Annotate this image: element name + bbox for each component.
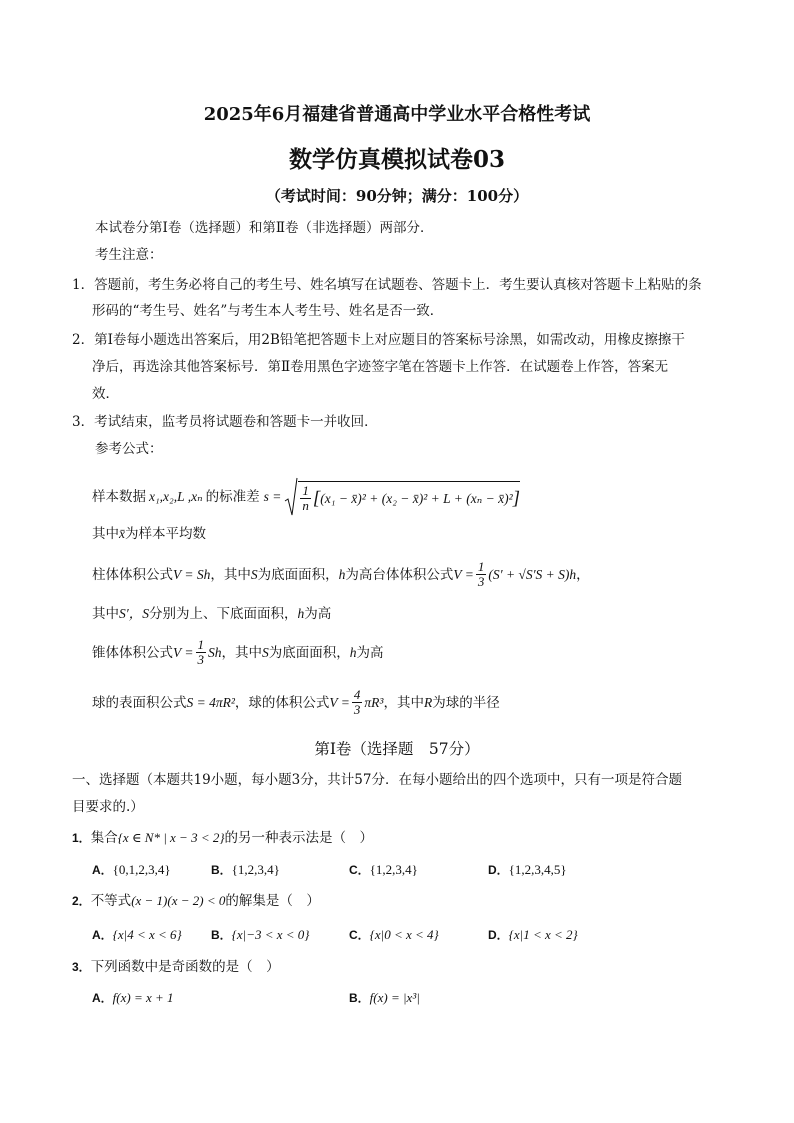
question-stem-post: 的解集是（ ）: [225, 893, 320, 909]
option-text: {x|1 < x < 2}: [508, 927, 578, 942]
question-stem-post: 的另一种表示法是（ ）: [224, 830, 374, 846]
note-text: 考试结束，监考员将试题卷和答题卡一并收回．: [94, 414, 378, 430]
option-text: {x|0 < x < 4}: [369, 927, 439, 942]
intro-line: 本试卷分第Ⅰ卷（选择题）和第Ⅱ卷（非选择题）两部分．: [95, 220, 434, 236]
question-3: [72, 957, 280, 977]
option-text: {x|4 < x < 6}: [112, 927, 182, 942]
cone-mid: ，其中: [221, 644, 262, 661]
note-text: 答题前，考生务必将自己的考生号、姓名填写在试题卷、答题卡上．考生要认真核对答题卡上粘贴的条: [94, 277, 702, 293]
cone-s: S: [262, 644, 269, 660]
question-number: 2．: [72, 894, 91, 908]
option-label: A．: [92, 863, 113, 877]
option-d[interactable]: [488, 926, 578, 943]
denominator: 3: [353, 702, 361, 717]
question-stem: 集合: [90, 830, 118, 846]
prism-mid2: 为底面面积，: [257, 566, 339, 583]
sphere-r: R: [423, 694, 433, 710]
frustum-rest: (S′ + √S′S + S)h: [488, 566, 577, 582]
prism-mid3: 为高台体体积公式: [345, 566, 454, 583]
option-text: {x|−3 < x < 0}: [231, 927, 310, 942]
cone-post: 为高: [356, 644, 384, 661]
option-c[interactable]: [349, 926, 439, 943]
frustum-note: [92, 604, 331, 624]
question-number: 3．: [72, 960, 91, 974]
option-label: C．: [349, 863, 370, 877]
prism-pre: 柱体体积公式: [92, 566, 173, 583]
frustum-note-h: h: [297, 606, 305, 621]
fraction: [300, 484, 311, 513]
option-c[interactable]: [349, 861, 418, 878]
frustum-note-post: 为高: [304, 606, 332, 622]
question-stem: 不等式: [90, 893, 132, 909]
frustum-note-vars: S′，S: [119, 606, 149, 621]
radical-icon: [284, 477, 298, 517]
denominator: n: [302, 498, 309, 513]
note-1: [72, 275, 702, 295]
option-label: A．: [92, 991, 113, 1005]
formulas-label: 参考公式：: [95, 441, 163, 457]
question-number: 1．: [72, 831, 91, 845]
radicand: [298, 481, 520, 513]
option-label: B．: [211, 928, 232, 942]
numerator: 1: [302, 483, 309, 498]
option-text: {1,2,3,4}: [369, 862, 418, 877]
numerator: 1: [477, 559, 485, 574]
note-number: 2．: [72, 332, 95, 348]
option-text: {0,1,2,3,4}: [112, 862, 171, 877]
paper-title: 数学仿真模拟试卷03: [288, 146, 505, 173]
sphere-vrest: πR³: [364, 694, 384, 710]
mean-note-pre: 其中: [92, 526, 119, 542]
option-label: A．: [92, 928, 113, 942]
cone-pre: 锥体体积公式: [92, 644, 173, 661]
prism-s: S: [250, 566, 258, 582]
prism-formula: V = Sh: [173, 566, 211, 582]
prism-mid: ，其中: [210, 566, 251, 583]
note-text: 第Ⅰ卷每小题选出答案后，用2B铅笔把答题卡上对应题目的答案标号涂黑，如需改动，用橡皮擦擦干: [94, 332, 685, 348]
frustum-note-mid: 分别为上、下底面面积，: [148, 606, 298, 622]
note-number: 1．: [72, 277, 95, 293]
prism-frustum-formula: [92, 560, 590, 589]
cone-v: V =: [173, 644, 194, 660]
option-b[interactable]: [211, 926, 310, 943]
question-math: (x − 1)(x − 2) < 0: [131, 893, 226, 908]
mean-note-post: 为样本平均数: [125, 526, 206, 542]
fraction: [196, 638, 207, 667]
cone-mid2: 为底面面积，: [268, 644, 350, 661]
option-label: C．: [349, 928, 370, 942]
frustum-end: ，: [576, 566, 590, 583]
option-label: B．: [211, 863, 232, 877]
exam-title: 2025年6月福建省普通高中学业水平合格性考试: [203, 104, 591, 125]
option-a[interactable]: [92, 861, 171, 878]
sphere-area: S = 4πR²: [186, 694, 235, 710]
mean-symbol: x̄: [119, 526, 125, 541]
std-dev-sum: (x₁ − x̄)² + (x₂ − x̄)² + L + (xₙ − x̄)²: [320, 490, 513, 506]
std-dev-formula: [92, 477, 520, 517]
note-1-cont: 形码的“考生号、姓名”与考生本人考生号、姓名是否一致．: [92, 303, 444, 319]
bracket-right: ]: [512, 487, 521, 509]
cone-formula: [92, 638, 384, 667]
note-2: [72, 330, 685, 350]
part1-intro-cont: 目要求的.）: [72, 799, 144, 815]
option-b[interactable]: [349, 989, 420, 1006]
question-math: {x ∈ N* | x − 3 < 2}: [117, 830, 225, 845]
note-number: 3．: [72, 414, 95, 430]
mean-note: [92, 524, 206, 544]
option-a[interactable]: [92, 989, 174, 1006]
prism-h: h: [338, 566, 346, 582]
numerator: 1: [197, 637, 204, 652]
part1-intro: 一、选择题（本题共19小题，每小题3分，共计57分．在每小题给出的四个选项中，只有一项是符合题: [72, 772, 682, 788]
denominator: 3: [197, 652, 204, 667]
frustum-v: V =: [453, 566, 474, 582]
std-dev-symbol: s =: [263, 489, 282, 504]
question-1: [72, 828, 373, 848]
exam-info: （考试时间：90分钟；满分：100分）: [265, 187, 529, 205]
std-dev-vars: x₁,x₂,L ,xₙ: [149, 489, 203, 504]
sphere-mid2: ，其中: [383, 694, 424, 711]
sphere-pre: 球的表面积公式: [92, 694, 187, 711]
cone-h: h: [349, 644, 357, 660]
sphere-v: V =: [329, 694, 350, 710]
cone-sh: Sh: [208, 644, 222, 660]
part1-heading: 第Ⅰ卷（选择题 57分）: [314, 740, 480, 758]
option-text: f(x) = x + 1: [112, 990, 174, 1005]
question-stem: 下列函数中是奇函数的是（ ）: [90, 959, 280, 975]
option-label: D．: [488, 863, 509, 877]
sphere-mid: ，球的体积公式: [234, 694, 330, 711]
option-d[interactable]: [488, 861, 567, 878]
frustum-note-pre: 其中: [92, 606, 119, 622]
note-3: [72, 412, 378, 432]
std-dev-prefix: 样本数据: [92, 489, 146, 505]
option-text: {1,2,3,4}: [231, 862, 280, 877]
note-2-cont2: 效．: [92, 386, 119, 402]
option-label: D．: [488, 928, 509, 942]
bracket-left: [: [312, 487, 321, 509]
note-2-cont: 净后，再选涂其他答案标号．第Ⅱ卷用黑色字迹签字笔在答题卡上作答．在试题卷上作答，答案无: [92, 359, 669, 375]
fraction: [352, 688, 363, 717]
notice-label: 考生注意：: [95, 247, 163, 263]
fraction: [476, 560, 487, 589]
sphere-post: 为球的半径: [432, 694, 500, 711]
denominator: 3: [477, 574, 485, 589]
std-dev-mid: 的标准差: [205, 489, 260, 505]
option-text: f(x) = |x³|: [369, 990, 420, 1005]
option-b[interactable]: [211, 861, 280, 878]
sphere-formula: [92, 688, 500, 717]
option-label: B．: [349, 991, 370, 1005]
question-2: [72, 891, 320, 911]
option-text: {1,2,3,4,5}: [508, 862, 567, 877]
numerator: 4: [353, 687, 361, 702]
option-a[interactable]: [92, 926, 182, 943]
